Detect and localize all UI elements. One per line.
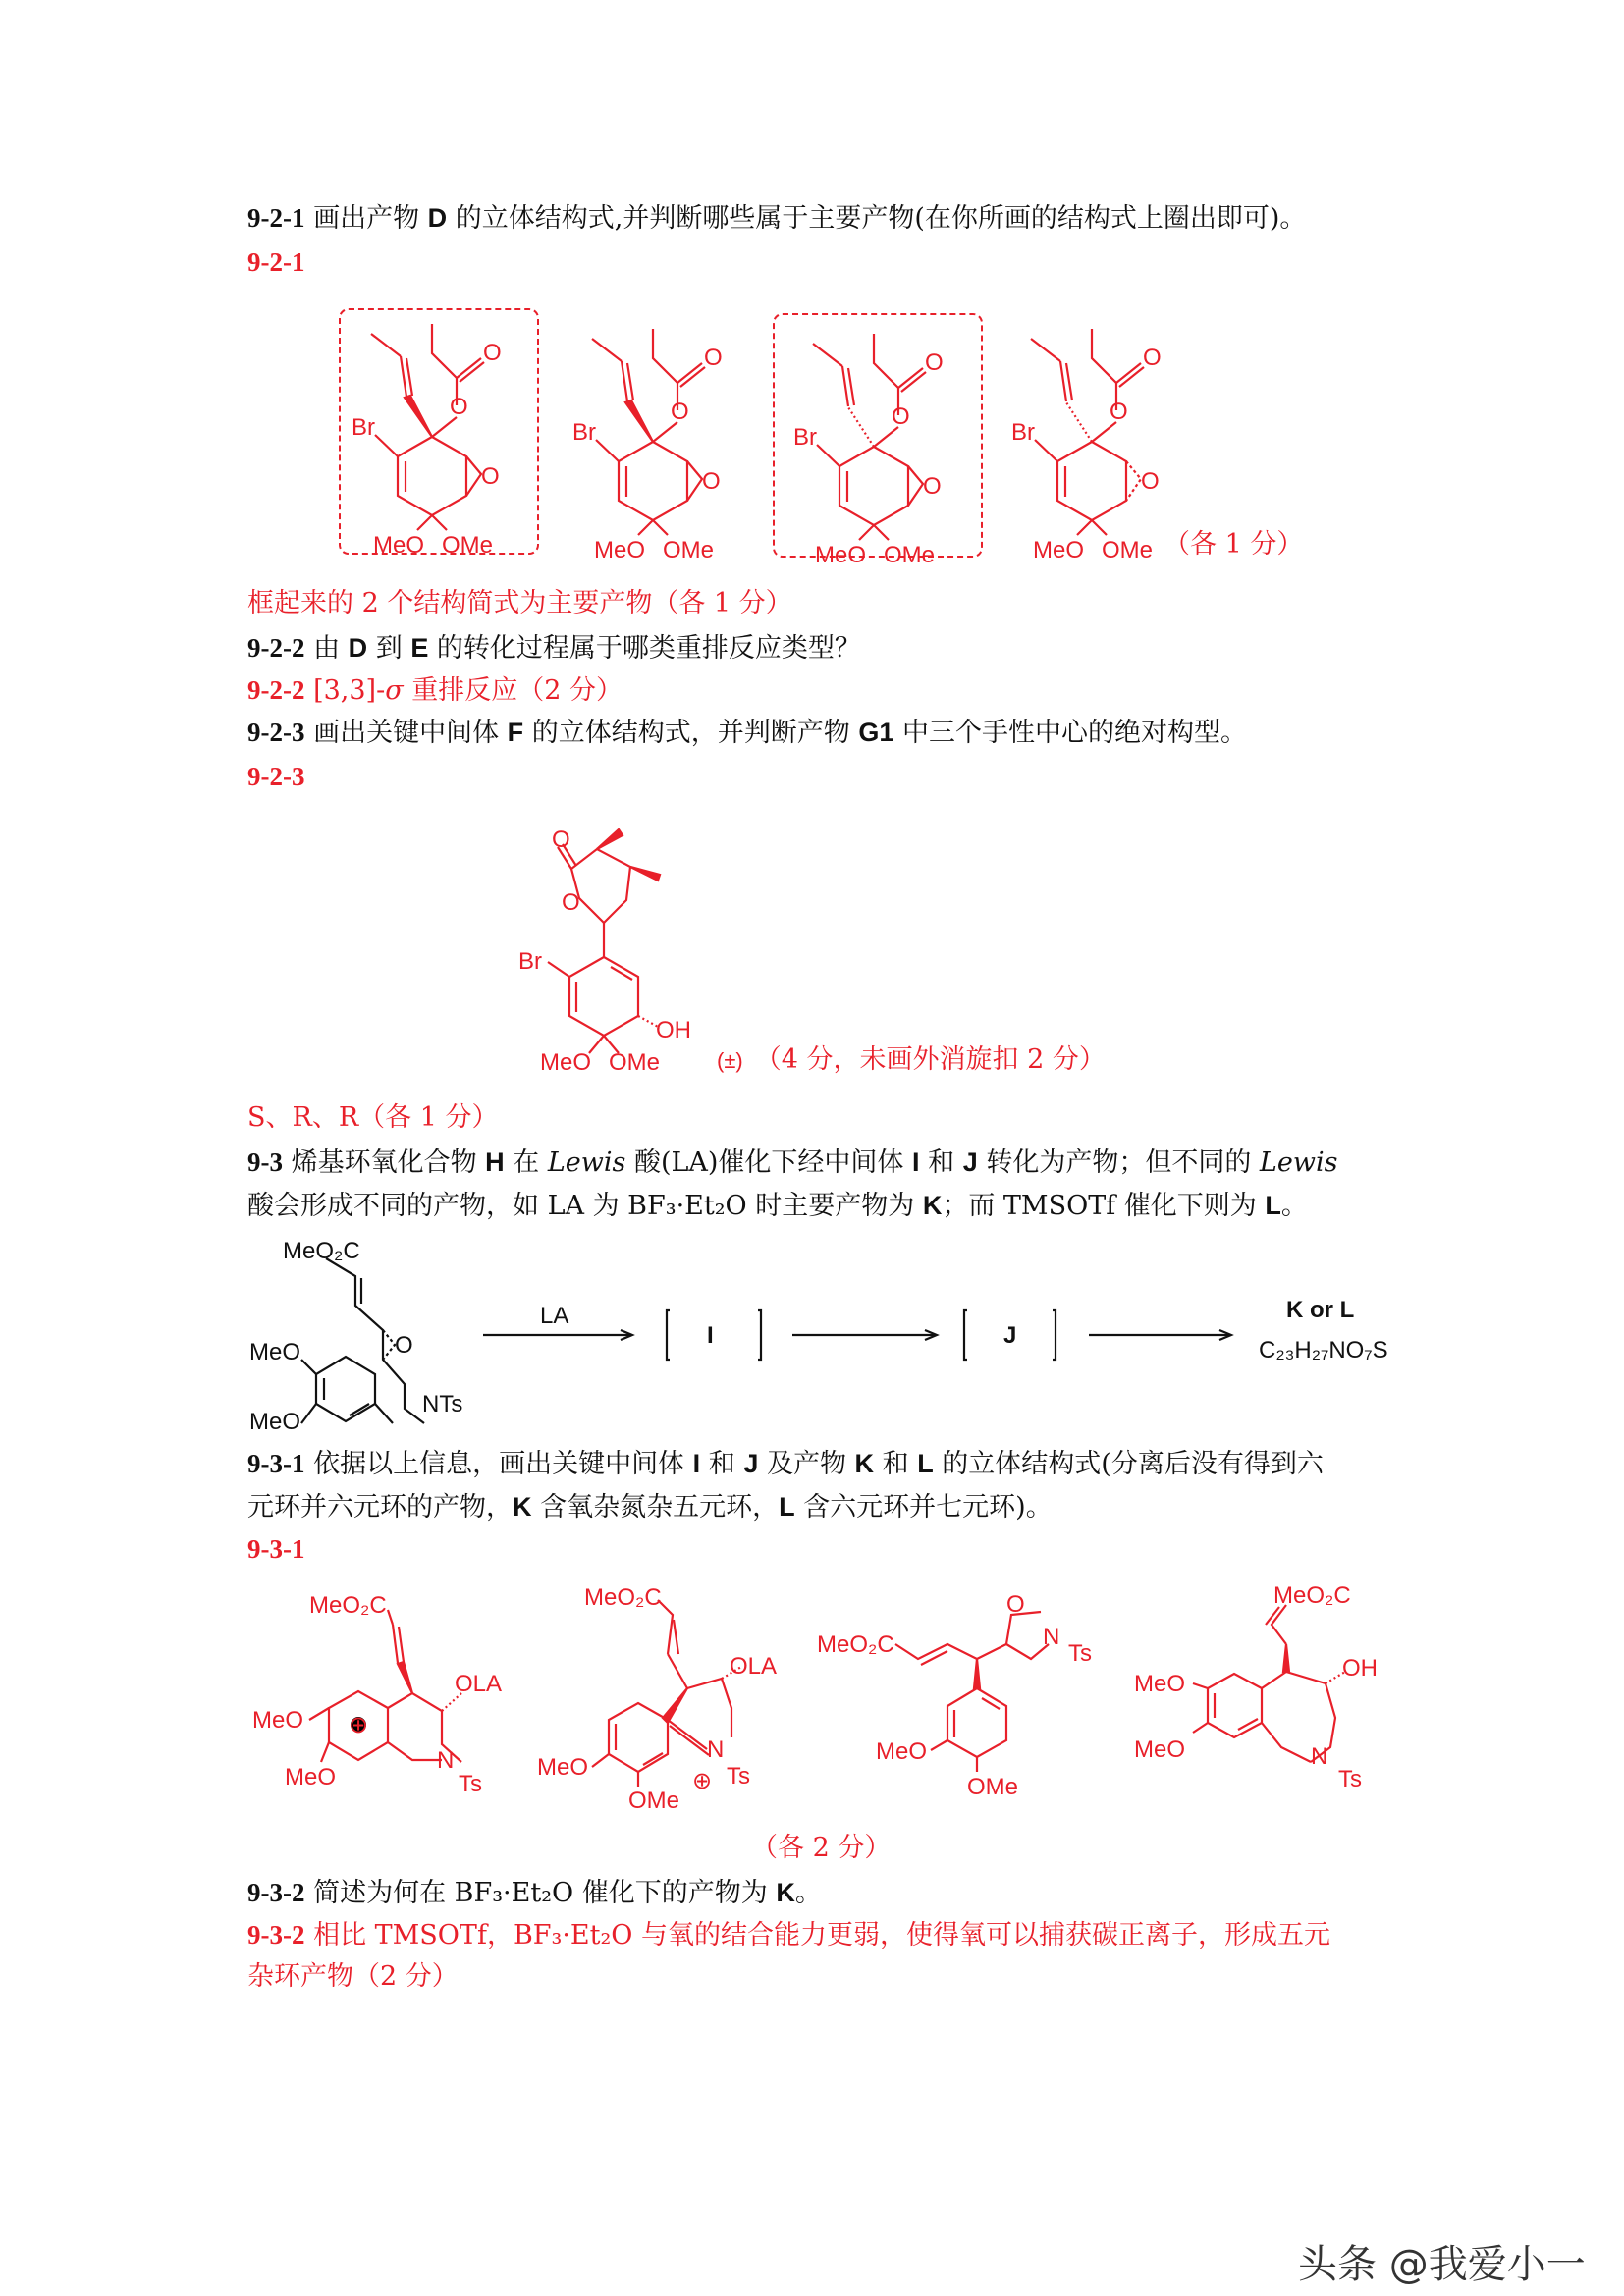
ts-label: Ts — [459, 1771, 482, 1797]
bonds — [548, 829, 660, 1053]
ts-label: Ts — [1068, 1640, 1092, 1667]
answer-9-2-1-label: 9-2-1 — [247, 247, 305, 277]
ester-o-label: O — [892, 403, 910, 430]
intermediate-i: I — [707, 1322, 714, 1349]
meo-label-2: MeO — [285, 1764, 337, 1790]
ome-label: OMe — [609, 1049, 661, 1076]
ts-label: Ts — [727, 1763, 750, 1789]
product-formula: C₂₃H₂₇NO₇S — [1259, 1337, 1388, 1363]
meo-label-1: MeO — [249, 1339, 301, 1365]
la-label: LA — [540, 1303, 569, 1329]
meo-label: MeO — [594, 537, 646, 563]
n-label: N — [707, 1736, 725, 1763]
meo2c-label: MeO₂C — [584, 1584, 662, 1611]
meo-label-2: MeO — [1134, 1736, 1186, 1763]
br-label: Br — [518, 948, 542, 975]
reaction-scheme — [247, 1237, 1426, 1443]
config-answer: S、R、R（各 1 分） — [247, 1102, 499, 1133]
structure-intermediate-i — [250, 1585, 515, 1821]
racemic-score-line — [717, 1043, 1106, 1078]
question-9-2-2: 9-2-2 由 D 到 E 的转化过程属于哪类重排反应类型？ — [247, 633, 861, 664]
carbonyl-o-label: O — [552, 827, 570, 853]
answer-9-3-1-label: 9-3-1 — [247, 1534, 305, 1564]
question-9-3-1-line1: 9-3-1 依据以上信息，画出关键中间体 I 和 J 及产物 K 和 L 的立体结构式(分离后没有得到六 — [247, 1449, 1324, 1479]
oh-label: OH — [656, 1017, 691, 1043]
br-label: Br — [572, 419, 596, 446]
question-9-3-1-line2: 元环并六元环的产物，K 含氧杂氮杂五元环，L 含六元环并七元环)。 — [247, 1492, 1053, 1522]
meo-label-1: MeO — [252, 1707, 304, 1734]
meo2c-label: MeO₂C — [309, 1592, 387, 1619]
ester-o-label: O — [1110, 399, 1128, 425]
meo-label: MeO — [1033, 537, 1085, 563]
ester-o-label: O — [450, 394, 468, 420]
answer-9-3-2-line2: 杂环产物（2 分） — [247, 1961, 459, 1992]
bonds — [813, 334, 926, 540]
meo-label: MeO — [876, 1738, 928, 1765]
ester-o-label: O — [671, 399, 689, 425]
epoxide-o-label: O — [481, 463, 500, 490]
structure-d-3 — [785, 329, 982, 568]
br-label: Br — [793, 424, 817, 451]
ome-label: OMe — [442, 532, 494, 559]
score-each-1: （各 1 分） — [1164, 529, 1304, 560]
n-label: N — [1043, 1624, 1060, 1650]
ome-label: OMe — [663, 537, 715, 563]
intermediate-j: J — [1003, 1322, 1017, 1349]
bonds — [1193, 1605, 1345, 1762]
ome-label: OMe — [1102, 537, 1154, 563]
answer-9-2-2: 9-2-2 [3,3]-σ 重排反应（2 分） — [247, 675, 623, 706]
bonds — [309, 1610, 461, 1762]
answer-9-2-3-label: 9-2-3 — [247, 762, 305, 791]
answer-9-3-2-line1: 9-3-2 相比 TMSOTf，BF₃·Et₂O 与氧的结合能力更弱，使得氧可以捕获碳正离子，形成五元 — [247, 1920, 1331, 1950]
structure-d-4 — [1003, 324, 1200, 563]
meo-label: MeO — [815, 542, 867, 568]
question-9-2-1: 9-2-1 画出产物 D 的立体结构式,并判断哪些属于主要产物(在你所画的结构式上圈出即可)。 — [247, 203, 1307, 234]
meo2c-label: MeO₂C — [283, 1238, 360, 1264]
meo-label: MeO — [540, 1049, 592, 1076]
question-9-3-line1: 9-3 烯基环氧化合物 H 在 Lewis 酸(LA)催化下经中间体 I 和 J 转化为产物；但不同的 Lewis — [247, 1148, 1338, 1178]
epoxide-o-label: O — [702, 468, 721, 495]
br-label: Br — [352, 414, 375, 441]
bonds — [592, 329, 705, 535]
epoxide-o-label: O — [395, 1332, 413, 1359]
bonds — [1031, 329, 1144, 535]
structure-intermediate-j — [535, 1580, 820, 1816]
racemic-label: (±) — [717, 1048, 743, 1073]
meo-label-1: MeO — [1134, 1671, 1186, 1697]
cation-plus: ⊕ — [349, 1712, 369, 1738]
meo2c-label: MeO₂C — [817, 1631, 894, 1658]
score-each-2: （各 2 分） — [751, 1833, 892, 1863]
iminium-plus: ⊕ — [692, 1768, 713, 1794]
structure-g1 — [511, 820, 707, 1075]
carbonyl-o-label: O — [1143, 345, 1162, 371]
nts-label: NTs — [422, 1391, 463, 1417]
bonds — [371, 324, 484, 530]
carbonyl-o-label: O — [483, 340, 502, 366]
epoxide-o-label: O — [1141, 468, 1160, 495]
carbonyl-o-label: O — [925, 349, 944, 376]
question-9-3-2: 9-3-2 简述为何在 BF₃·Et₂O 催化下的产物为 K。 — [247, 1878, 822, 1908]
carbonyl-o-label: O — [704, 345, 723, 371]
answer-note-9-2-1: 框起来的 2 个结构简式为主要产物（各 1 分） — [247, 588, 792, 618]
meo-label: MeO — [373, 532, 425, 559]
structure-product-k — [815, 1590, 1139, 1816]
bracket-i — [667, 1310, 761, 1360]
ts-label: Ts — [1338, 1766, 1362, 1792]
epoxide-o-label: O — [923, 473, 942, 500]
oh-label: OH — [1342, 1655, 1378, 1682]
watermark: 头条 @我爱小一 — [1298, 2242, 1586, 2287]
question-9-3-line2: 酸会形成不同的产物，如 LA 为 BF₃·Et₂O 时主要产物为 K；而 TMSOTf 催化下则为 L。 — [247, 1191, 1308, 1221]
br-label: Br — [1011, 419, 1035, 446]
score-9-2-3: （4 分，未画外消旋扣 2 分） — [754, 1044, 1106, 1075]
meo-label: MeO — [537, 1754, 589, 1781]
ring-o-label: O — [562, 889, 580, 916]
ola-label: OLA — [455, 1671, 503, 1697]
meo-label-2: MeO — [249, 1409, 301, 1435]
n-label: N — [437, 1747, 455, 1774]
ome-label: OMe — [884, 542, 936, 568]
product-k-or-l: K or L — [1286, 1297, 1355, 1323]
structure-d-2 — [565, 324, 761, 563]
structure-d-1 — [344, 319, 540, 559]
n-label: N — [1311, 1743, 1328, 1770]
question-9-2-3: 9-2-3 画出关键中间体 F 的立体结构式，并判断产物 G1 中三个手性中心的绝对构型。 — [247, 718, 1247, 748]
meo2c-label: MeO₂C — [1273, 1582, 1351, 1609]
ola-label: OLA — [730, 1653, 778, 1680]
structure-product-l — [1134, 1582, 1429, 1811]
arrow-1 — [483, 1330, 632, 1340]
arrow-3 — [1089, 1330, 1231, 1340]
arrow-2 — [792, 1330, 937, 1340]
o-label: O — [1006, 1591, 1025, 1618]
ome-label: OMe — [967, 1774, 1019, 1800]
ome-label: OMe — [628, 1788, 680, 1814]
